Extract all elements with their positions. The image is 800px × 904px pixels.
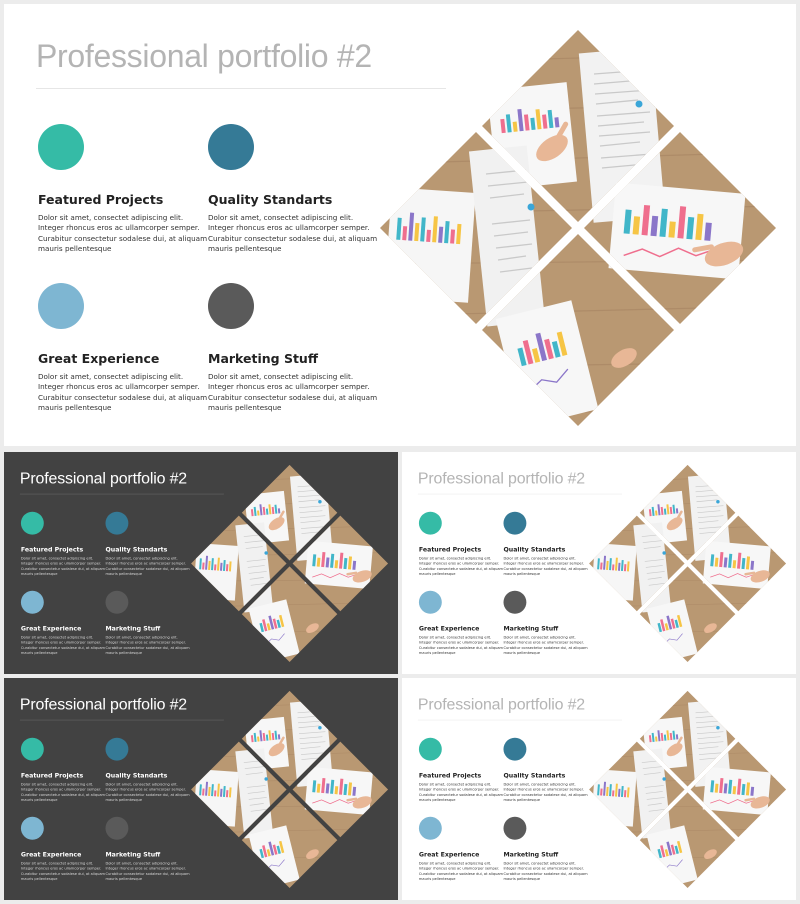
- feature-marketing-stuff: [503, 591, 588, 656]
- feature-description: Dolor sit amet, consectet adipiscing elit. Integer rhoncus eros ac ullamcorper semper. Curabitur consectetur sodalese dui, at aliquam mauris pellentesque: [20, 635, 106, 656]
- feature-great-experience: [21, 591, 106, 656]
- feature-quality-standarts: [208, 124, 378, 255]
- feature-title: Quality Standarts: [105, 771, 168, 779]
- light-blue-circle-icon: [419, 591, 442, 614]
- slide-title: Professional portfolio #2: [417, 468, 585, 487]
- feature-description: Dolor sit amet, consectet adipiscing elit. Integer rhoncus eros ac ullamcorper semper. Curabitur consectetur sodalese dui, at aliquam mauris pellentesque: [418, 861, 504, 882]
- feature-description: Dolor sit amet, consectet adipiscing elit. Integer rhoncus eros ac ullamcorper semper. Curabitur consectetur sodalese dui, at aliquam mauris pellentesque: [105, 781, 190, 802]
- slide-canvas: [402, 452, 796, 672]
- paper-bullet-icon: [318, 726, 321, 729]
- feature-description: Dolor sit amet, consectet adipiscing elit. Integer rhoncus eros ac ullamcorper semper. Curabitur consectetur sodalese dui, at aliquam mauris pellentesque: [38, 372, 208, 413]
- feature-description: Dolor sit amet, consectet adipiscing elit. Integer rhoncus eros ac ullamcorper semper. Curabitur consectetur sodalese dui, at aliquam mauris pellentesque: [418, 781, 504, 802]
- paper-bullet-icon: [662, 551, 665, 554]
- feature-quality-standarts: [105, 512, 190, 577]
- feature-description: Dolor sit amet, consectet adipiscing elit. Integer rhoncus eros ac ullamcorper semper. Curabitur consectetur sodalese dui, at aliquam mauris pellentesque: [503, 781, 588, 802]
- feature-description: Dolor sit amet, consectet adipiscing elit. Integer rhoncus eros ac ullamcorper semper. Curabitur consectetur sodalese dui, at aliquam mauris pellentesque: [208, 213, 378, 254]
- teal-circle-icon: [21, 512, 44, 535]
- feature-title: Great Experience: [418, 624, 480, 633]
- feature-title: Marketing Stuff: [105, 850, 161, 859]
- collage-photo: [187, 462, 392, 667]
- feature-great-experience: [419, 591, 504, 656]
- feature-marketing-stuff: [208, 283, 378, 414]
- feature-title: Marketing Stuff: [208, 351, 318, 366]
- feature-description: Dolor sit amet, consectet adipiscing elit. Integer rhoncus eros ac ullamcorper semper. Curabitur consectetur sodalese dui, at aliquam mauris pellentesque: [105, 555, 190, 576]
- feature-great-experience: [38, 283, 208, 414]
- feature-description: Dolor sit amet, consectet adipiscing elit. Integer rhoncus eros ac ullamcorper semper. Curabitur consectetur sodalese dui, at aliquam mauris pellentesque: [503, 555, 588, 576]
- feature-featured-projects: [21, 738, 106, 803]
- feature-title: Marketing Stuff: [503, 850, 559, 859]
- feature-marketing-stuff: [105, 817, 190, 882]
- dark-blue-circle-icon: [105, 738, 128, 761]
- diamond-photo-collage: [585, 688, 790, 893]
- slide-thumb-light-2[interactable]: [402, 678, 796, 900]
- feature-title: Great Experience: [38, 351, 160, 366]
- feature-featured-projects: [21, 512, 106, 577]
- feature-title: Featured Projects: [38, 192, 164, 207]
- collage-photo: [585, 462, 790, 667]
- feature-title: Quality Standarts: [208, 192, 333, 207]
- feature-title: Great Experience: [20, 624, 82, 633]
- feature-title: Marketing Stuff: [105, 624, 161, 633]
- gray-circle-icon: [105, 591, 128, 614]
- light-blue-circle-icon: [21, 817, 44, 840]
- dark-blue-circle-icon: [503, 738, 526, 761]
- slide-canvas: [4, 678, 398, 898]
- paper-bullet-icon: [716, 500, 719, 503]
- slide-preview-main[interactable]: [4, 4, 796, 446]
- paper-left: [591, 769, 637, 827]
- feature-title: Great Experience: [20, 850, 82, 859]
- slide-title: Professional portfolio #2: [417, 694, 585, 713]
- paper-bullet-icon: [528, 204, 535, 211]
- slide-canvas: [4, 4, 796, 446]
- dark-blue-circle-icon: [208, 124, 254, 170]
- collage-photo: [585, 688, 790, 893]
- diamond-photo-collage: [187, 462, 392, 667]
- teal-circle-icon: [419, 738, 442, 761]
- feature-description: Dolor sit amet, consectet adipiscing elit. Integer rhoncus eros ac ullamcorper semper. Curabitur consectetur sodalese dui, at aliquam mauris pellentesque: [418, 635, 504, 656]
- feature-title: Quality Standarts: [503, 545, 566, 553]
- paper-left: [384, 187, 475, 303]
- feature-great-experience: [21, 817, 106, 882]
- diamond-photo-collage: [187, 688, 392, 893]
- teal-circle-icon: [419, 512, 442, 535]
- paper-bullet-icon: [318, 500, 321, 503]
- feature-description: Dolor sit amet, consectet adipiscing elit. Integer rhoncus eros ac ullamcorper semper. Curabitur consectetur sodalese dui, at aliquam mauris pellentesque: [20, 781, 106, 802]
- feature-description: Dolor sit amet, consectet adipiscing elit. Integer rhoncus eros ac ullamcorper semper. Curabitur consectetur sodalese dui, at aliquam mauris pellentesque: [418, 555, 504, 576]
- slide-thumb-dark-2[interactable]: [4, 678, 398, 900]
- feature-description: Dolor sit amet, consectet adipiscing elit. Integer rhoncus eros ac ullamcorper semper. Curabitur consectetur sodalese dui, at aliquam mauris pellentesque: [20, 555, 106, 576]
- feature-title: Featured Projects: [418, 771, 482, 779]
- feature-description: Dolor sit amet, consectet adipiscing elit. Integer rhoncus eros ac ullamcorper semper. Curabitur consectetur sodalese dui, at aliquam mauris pellentesque: [105, 861, 190, 882]
- feature-great-experience: [419, 817, 504, 882]
- feature-title: Marketing Stuff: [503, 624, 559, 633]
- feature-title: Quality Standarts: [503, 771, 566, 779]
- slide-title: Professional portfolio #2: [19, 468, 187, 487]
- light-blue-circle-icon: [21, 591, 44, 614]
- feature-description: Dolor sit amet, consectet adipiscing elit. Integer rhoncus eros ac ullamcorper semper. Curabitur consectetur sodalese dui, at aliquam mauris pellentesque: [38, 213, 208, 254]
- paper-left: [193, 769, 239, 827]
- feature-description: Dolor sit amet, consectet adipiscing elit. Integer rhoncus eros ac ullamcorper semper. Curabitur consectetur sodalese dui, at aliquam mauris pellentesque: [208, 372, 378, 413]
- feature-title: Featured Projects: [20, 545, 84, 553]
- dark-blue-circle-icon: [105, 512, 128, 535]
- gray-circle-icon: [208, 283, 254, 329]
- slide-canvas: [402, 678, 796, 898]
- feature-featured-projects: [419, 738, 504, 803]
- feature-title: Great Experience: [418, 850, 480, 859]
- collage-photo: [187, 688, 392, 893]
- dark-blue-circle-icon: [503, 512, 526, 535]
- paper-left: [193, 543, 239, 601]
- paper-bullet-icon: [264, 551, 267, 554]
- feature-title: Featured Projects: [20, 771, 84, 779]
- paper-left: [591, 543, 637, 601]
- feature-featured-projects: [419, 512, 504, 577]
- feature-description: Dolor sit amet, consectet adipiscing elit. Integer rhoncus eros ac ullamcorper semper. Curabitur consectetur sodalese dui, at aliquam mauris pellentesque: [20, 861, 106, 882]
- slide-thumb-light-1[interactable]: [402, 452, 796, 674]
- feature-description: Dolor sit amet, consectet adipiscing elit. Integer rhoncus eros ac ullamcorper semper. Curabitur consectetur sodalese dui, at aliquam mauris pellentesque: [503, 861, 588, 882]
- slide-canvas: [4, 452, 398, 672]
- feature-description: Dolor sit amet, consectet adipiscing elit. Integer rhoncus eros ac ullamcorper semper. Curabitur consectetur sodalese dui, at aliquam mauris pellentesque: [105, 635, 190, 656]
- paper-bullet-icon: [716, 726, 719, 729]
- teal-circle-icon: [21, 738, 44, 761]
- feature-featured-projects: [38, 124, 208, 255]
- slide-title: Professional portfolio #2: [19, 694, 187, 713]
- teal-circle-icon: [38, 124, 84, 170]
- slide-thumb-dark-1[interactable]: [4, 452, 398, 674]
- gray-circle-icon: [503, 817, 526, 840]
- diamond-photo-collage: [585, 462, 790, 667]
- feature-marketing-stuff: [503, 817, 588, 882]
- paper-bullet-icon: [636, 101, 643, 108]
- paper-bullet-icon: [662, 777, 665, 780]
- feature-title: Featured Projects: [418, 545, 482, 553]
- feature-quality-standarts: [503, 738, 588, 803]
- feature-quality-standarts: [503, 512, 588, 577]
- feature-description: Dolor sit amet, consectet adipiscing elit. Integer rhoncus eros ac ullamcorper semper. Curabitur consectetur sodalese dui, at aliquam mauris pellentesque: [503, 635, 588, 656]
- slide-title: Professional portfolio #2: [36, 38, 372, 74]
- feature-quality-standarts: [105, 738, 190, 803]
- feature-title: Quality Standarts: [105, 545, 168, 553]
- collage-photo: [372, 24, 784, 436]
- light-blue-circle-icon: [38, 283, 84, 329]
- light-blue-circle-icon: [419, 817, 442, 840]
- gray-circle-icon: [503, 591, 526, 614]
- paper-bullet-icon: [264, 777, 267, 780]
- diamond-photo-collage: [372, 24, 784, 436]
- gray-circle-icon: [105, 817, 128, 840]
- feature-marketing-stuff: [105, 591, 190, 656]
